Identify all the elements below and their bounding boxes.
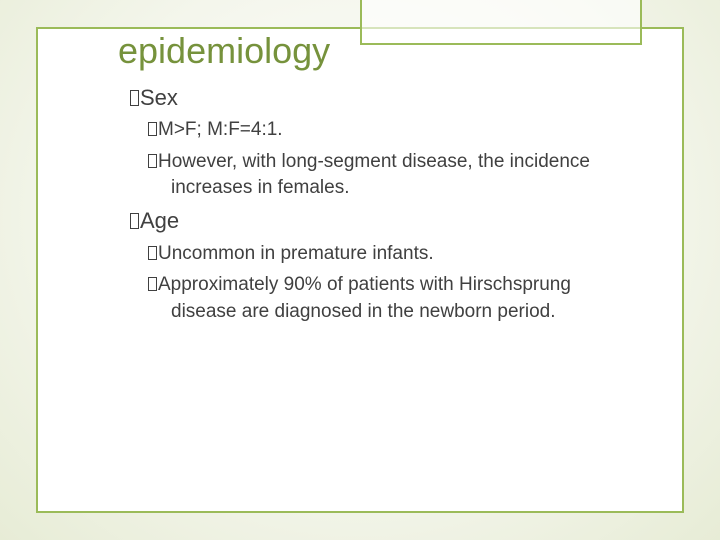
list-item-text: Approximately 90% of patients with Hirschsprung (158, 274, 571, 295)
list-item-text: Uncommon in premature infants. (158, 243, 434, 264)
section-heading-sex (130, 85, 178, 111)
list-item (148, 243, 434, 265)
bullet-icon (130, 213, 139, 229)
section-heading-label: Sex (140, 85, 178, 110)
section-heading-label: Age (140, 208, 180, 233)
bullet-icon (148, 154, 157, 168)
slide-title: epidemiology (118, 30, 331, 71)
section-heading-age (130, 208, 179, 234)
bullet-icon (148, 277, 157, 291)
list-item-text: M>F; M:F=4:1. (158, 119, 283, 140)
list-item (148, 274, 571, 296)
bullet-icon (148, 122, 157, 136)
bullet-icon (148, 246, 157, 260)
list-item-continuation: disease are diagnosed in the newborn period. (171, 301, 556, 322)
list-item-continuation: increases in females. (171, 177, 350, 198)
list-item (148, 151, 590, 173)
list-item-text: However, with long-segment disease, the incidence (158, 151, 590, 172)
bullet-icon (130, 90, 139, 106)
list-item (148, 119, 283, 141)
